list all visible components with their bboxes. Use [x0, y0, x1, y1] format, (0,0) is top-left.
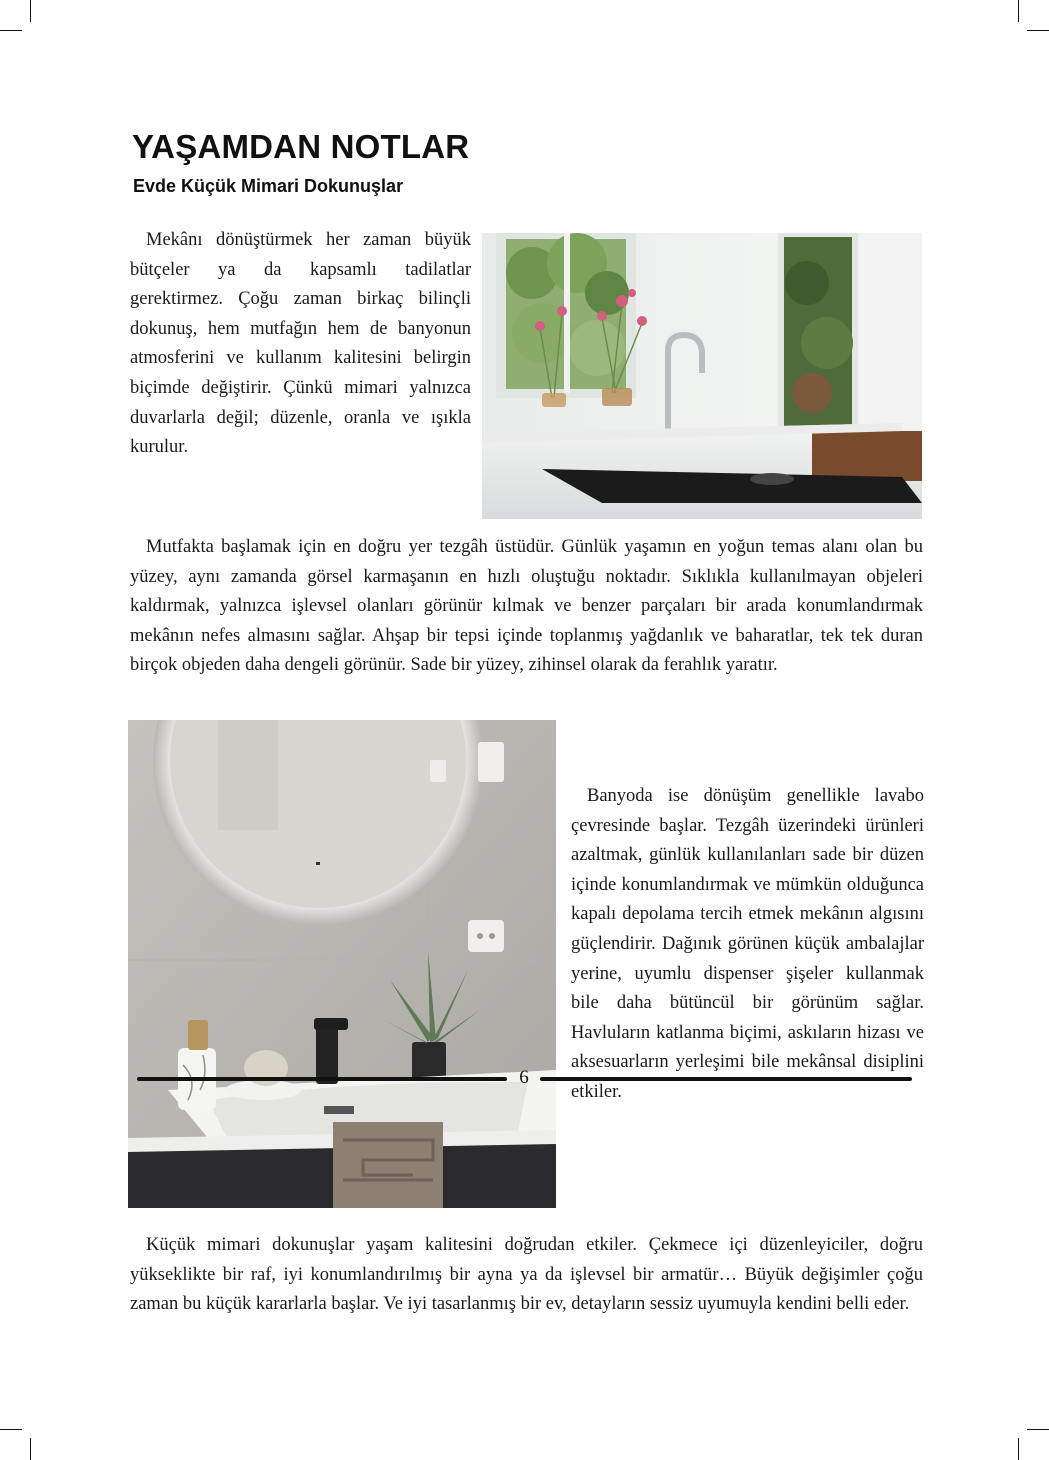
- footer-rule-left: [137, 1077, 507, 1081]
- crop-mark: [1027, 30, 1049, 31]
- paragraph-kitchen: Mutfakta başlamak için en doğru yer tezgâh üstüdür. Günlük yaşamın en yoğun temas alanı olan bu yüzey, aynı zamanda görsel karmaşanın en hızlı oluştuğu noktadır. Sıklıkla kullanılmayan objeleri kaldırmak, yalnızca işlevsel olanları görünür kılmak ve benzer parçaları bir arada konumlandırmak mekânın nefes almasını sağlar. Ahşap bir tepsi içinde toplanmış yağdanlık ve baharatlar, tek tek duran birçok objeden daha dengeli görünür. Sade bir yüzey, zihinsel olarak da ferahlık yaratır.: [130, 537, 923, 676]
- paragraph-intro: Mekânı dönüştürmek her zaman büyük bütçeler ya da kapsamlı tadilatlar gerektirmez. Çoğu zaman birkaç bilinçli dokunuş, hem mutfağın hem de banyonun atmosferini ve kullanım kalitesini belirgin biçimde değiştirir. Çünkü mimari yalnızca duvarlarla değil; düzenle, oranla ve ışıkla kurulur.: [130, 230, 471, 458]
- paragraph-bathroom: Banyoda ise dönüşüm genellikle lavabo çevresinde başlar. Tezgâh üzerindeki ürünleri azaltmak, günlük kullanılanları sade bir düzen içinde konumlandırmak ve mümkün olduğunca kapalı depolama tercih etmek mekânın algısını güçlendirir. Dağınık görünen küçük ambalajlar yerine, uyumlu dispenser şişeler kullanmak bile daha bütüncül bir görünüm sağlar. Havluların katlanma biçimi, askıların hizası ve aksesuarların yerleşimi bile mekânsal disiplini etkiler.: [571, 786, 924, 1102]
- page-title: YAŞAMDAN NOTLAR: [132, 128, 470, 165]
- crop-mark: [1018, 1438, 1019, 1460]
- page-subtitle: Evde Küçük Mimari Dokunuşlar: [133, 176, 404, 196]
- crop-mark: [30, 1438, 31, 1460]
- page-number: 6: [519, 1067, 529, 1088]
- crop-mark: [0, 30, 22, 31]
- bathroom-photo: [128, 720, 556, 1208]
- crop-mark: [30, 0, 31, 22]
- crop-mark: [1018, 0, 1019, 22]
- kitchen-photo: [482, 233, 922, 519]
- paragraph-conclusion: Küçük mimari dokunuşlar yaşam kalitesini doğrudan etkiler. Çekmece içi düzenleyiciler, doğru yükseklikte bir raf, iyi konumlandırılmış bir ayna ya da işlevsel bir armatür… Büyük değişimler çoğu zaman bu küçük kararlarla başlar. Ve iyi tasarlanmış bir ev, detayların sessiz uyumuyla kendini belli eder.: [130, 1235, 923, 1315]
- crop-mark: [1027, 1429, 1049, 1430]
- footer-rule-right: [540, 1077, 912, 1081]
- crop-mark: [0, 1429, 22, 1430]
